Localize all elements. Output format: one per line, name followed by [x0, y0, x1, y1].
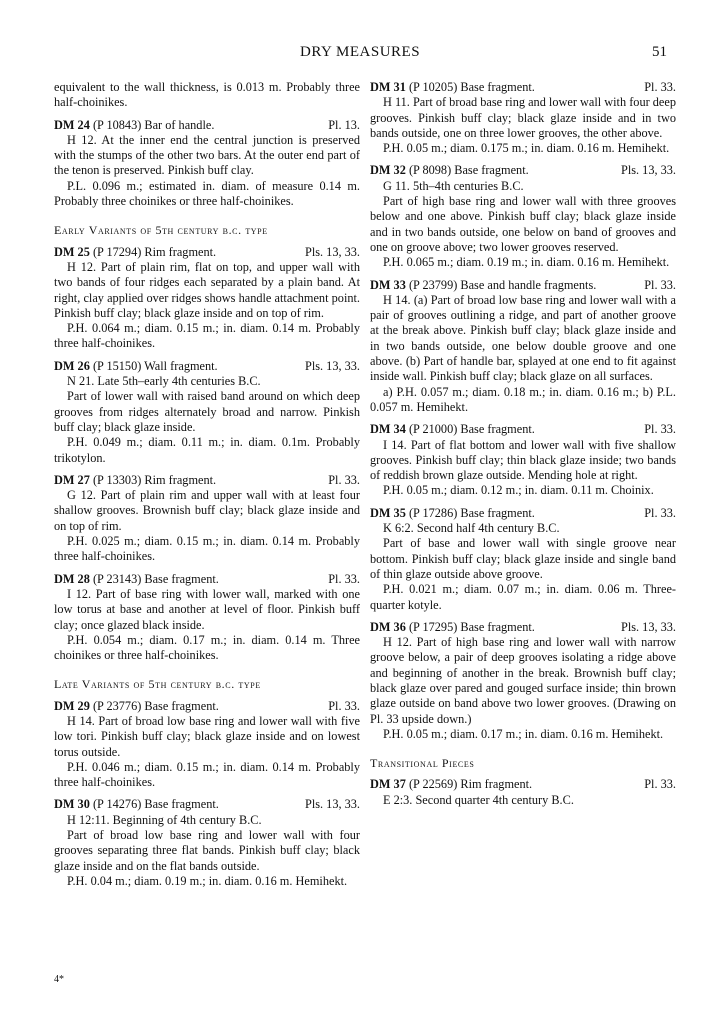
entry-heading-left	[54, 245, 216, 260]
entry-paragraph: P.H. 0.05 m.; diam. 0.17 m.; in. diam. 0.16 m. Hemihekt.	[383, 726, 664, 741]
catalogue-entry	[54, 359, 360, 466]
entry-heading	[54, 572, 360, 587]
entry-plates: Pl. 33.	[644, 777, 676, 792]
entry-heading-left	[54, 118, 214, 133]
entry-reference: (P 13303) Rim fragment.	[92, 472, 217, 487]
entry-reference: (P 17294) Rim fragment.	[92, 244, 217, 259]
entry-plates: Pl. 33.	[328, 571, 360, 586]
entry-plates: Pls. 13, 33.	[304, 797, 360, 812]
section-heading: Late Variants of 5th century b.c. type	[54, 677, 261, 692]
entry-heading	[54, 473, 360, 488]
entry-heading-left	[370, 422, 535, 437]
entry-heading	[370, 278, 676, 293]
entry-paragraph: H 11. Part of broad base ring and lower wall with four deep grooves. Pinkish buff clay; black glaze inside and in two bands outside, one on three lower grooves, the other above.	[370, 95, 676, 140]
entry-reference: (P 23143) Base fragment.	[92, 571, 219, 586]
right-column	[370, 80, 676, 815]
entry-reference: (P 23776) Base fragment.	[92, 698, 219, 713]
entry-reference: (P 14276) Base fragment.	[92, 797, 219, 812]
catalogue-entry	[54, 245, 360, 352]
left-column	[54, 80, 360, 896]
entry-heading-left	[370, 620, 535, 635]
entry-paragraph: P.H. 0.021 m.; diam. 0.07 m.; in. diam. 0.06 m. Three-quarter kotyle.	[370, 582, 676, 612]
entry-reference: (P 10205) Base fragment.	[408, 80, 535, 94]
entry-paragraph: Part of broad low base ring and lower wall with four grooves separating three flat bands. Pinkish buff clay; black glaze inside and on the flat bands outside.	[54, 828, 360, 873]
catalogue-entry	[54, 797, 360, 889]
catalogue-entry	[370, 620, 676, 742]
entry-plates: Pls. 13, 33.	[304, 244, 360, 259]
entry-heading	[370, 777, 676, 792]
entry-id: DM 29	[54, 698, 90, 713]
catalogue-entry	[370, 163, 676, 270]
catalogue-entry	[370, 80, 676, 156]
entry-heading	[370, 620, 676, 635]
entry-reference: (P 15150) Wall fragment.	[92, 358, 218, 373]
entry-reference: (P 17295) Base fragment.	[408, 619, 535, 634]
entry-plates: Pl. 33.	[328, 472, 360, 487]
entry-plates: Pls. 13, 33.	[304, 358, 360, 373]
entry-paragraph: H 12. At the inner end the central junction is preserved with the stumps of the other two bars. At the outer end part of the tenon is preserved. Pinkish buff clay.	[54, 132, 360, 178]
entry-heading-left	[54, 797, 219, 812]
entry-heading-left	[370, 506, 535, 521]
entry-id: DM 36	[370, 619, 406, 634]
entry-paragraph: P.H. 0.046 m.; diam. 0.15 m.; in. diam. 0.14 m. Probably three half-choinikes.	[54, 759, 360, 790]
entry-heading	[54, 118, 360, 133]
entry-plates: Pl. 33.	[328, 698, 360, 713]
entry-id: DM 26	[54, 358, 90, 373]
entry-paragraph: I 12. Part of base ring with lower wall, marked with one low torus at base and another at level of floor. Pinkish buff clay; once glazed black inside.	[54, 586, 360, 632]
entry-paragraph: P.H. 0.05 m.; diam. 0.12 m.; in. diam. 0.11 m. Choinix.	[383, 483, 654, 498]
entry-paragraph: G 12. Part of plain rim and upper wall with at least four shallow grooves. Brownish buff clay; black glaze inside and on top of rim.	[54, 488, 360, 533]
running-head: DRY MEASURES	[300, 44, 421, 60]
entry-heading-left	[54, 572, 219, 587]
entry-paragraph: N 21. Late 5th–early 4th centuries B.C.	[67, 374, 261, 389]
entry-paragraph: P.H. 0.054 m.; diam. 0.17 m.; in. diam. 0.14 m. Three choinikes or three half-choinikes.	[54, 632, 360, 663]
catalogue-entry	[54, 572, 360, 664]
entry-paragraph: P.H. 0.04 m.; diam. 0.19 m.; in. diam. 0.16 m. Hemihekt.	[67, 873, 348, 888]
entry-heading-left	[370, 278, 596, 293]
entry-heading	[54, 699, 360, 714]
entry-paragraph: P.H. 0.025 m.; diam. 0.15 m.; in. diam. 0.14 m. Probably three half-choinikes.	[54, 534, 360, 564]
entry-plates: Pl. 33.	[644, 277, 676, 292]
section-heading: Transitional Pieces	[370, 756, 475, 771]
entry-paragraph: Part of lower wall with raised band around on which deep grooves from ridges alternately broad and narrow. Pinkish buff clay; black glaze inside.	[54, 389, 360, 434]
catalogue-entry	[54, 699, 360, 791]
entry-paragraph: G 11. 5th–4th centuries B.C.	[383, 178, 524, 193]
entry-heading-left	[370, 80, 535, 95]
entry-heading-left	[54, 473, 216, 488]
entry-id: DM 33	[370, 277, 406, 292]
entry-reference: (P 21000) Base fragment.	[408, 422, 535, 437]
entry-paragraph: H 14. (a) Part of broad low base ring and lower wall with a pair of grooves outlining a ridge, and part of another groove at the break above. Pinkish buff clay; black glaze inside and in two bands outside, one below double groove and one above. (b) Part of handle bar, splayed at one end to fit against inside wall. Pinkish buff clay; black glaze on all surfaces.	[370, 292, 676, 384]
entry-paragraph: P.L. 0.096 m.; estimated in. diam. of measure 0.14 m. Probably three choinikes or three half-choinikes.	[54, 178, 360, 209]
entry-id: DM 37	[370, 777, 406, 792]
entry-reference: (P 23799) Base and handle fragments.	[408, 277, 597, 292]
signature-mark: 4*	[54, 974, 64, 985]
entry-id: DM 32	[370, 163, 406, 178]
entry-paragraph: Part of base and lower wall with single groove near bottom. Pinkish buff clay; black glaze inside and single band of thin glaze outside above groove.	[370, 536, 676, 581]
entry-reference: (P 10843) Bar of handle.	[92, 117, 215, 132]
entry-id: DM 24	[54, 117, 90, 132]
entry-id: DM 27	[54, 472, 90, 487]
entry-paragraph: E 2:3. Second quarter 4th century B.C.	[383, 792, 574, 807]
entry-heading-left	[54, 699, 219, 714]
entry-paragraph: Part of high base ring and lower wall with three grooves below and one above. Pinkish buff clay; black glaze inside and in two bands outside, one below on band of grooves and one on groove above; two lower grooves reserved.	[370, 194, 676, 254]
entry-id: DM 30	[54, 797, 90, 812]
entry-paragraph: P.H. 0.049 m.; diam. 0.11 m.; in. diam. 0.1m. Probably trikotylon.	[54, 435, 360, 465]
catalogue-entry	[54, 473, 360, 565]
entry-plates: Pl. 33.	[644, 505, 676, 520]
page-number: 51	[652, 44, 667, 60]
catalogue-entry	[370, 278, 676, 416]
entry-plates: Pls. 13, 33.	[620, 619, 676, 634]
entry-plates: Pl. 13.	[328, 117, 360, 132]
entry-id: DM 28	[54, 571, 90, 586]
entry-id: DM 34	[370, 422, 406, 437]
entry-heading	[370, 80, 676, 95]
entry-heading	[54, 245, 360, 260]
entry-paragraph: P.H. 0.065 m.; diam. 0.19 m.; in. diam. 0.16 m. Hemihekt.	[383, 255, 670, 270]
entry-heading	[54, 359, 360, 374]
entry-heading-left	[54, 359, 218, 374]
catalogue-entry	[370, 506, 676, 613]
entry-id: DM 25	[54, 244, 90, 259]
entry-heading-left	[370, 163, 529, 178]
entry-paragraph: a) P.H. 0.057 m.; diam. 0.18 m.; in. diam. 0.16 m.; b) P.L. 0.057 m. Hemihekt.	[370, 384, 676, 414]
entry-reference: (P 22569) Rim fragment.	[408, 777, 533, 792]
entry-reference: (P 17286) Base fragment.	[408, 505, 535, 520]
entry-paragraph: H 12. Part of plain rim, flat on top, and upper wall with two bands of four ridges each separated by a plain band. At right, clay applied over ridges shows handle attachment point. Pinkish buff clay; black glaze inside and on top of rim.	[54, 259, 360, 320]
entry-paragraph: H 12:11. Beginning of 4th century B.C.	[67, 812, 262, 827]
entry-paragraph: K 6:2. Second half 4th century B.C.	[383, 521, 560, 536]
entry-heading	[370, 506, 676, 521]
entry-paragraph: H 12. Part of high base ring and lower wall with narrow groove below, a pair of deep grooves isolating a ridge above and beginning of another in the break. Brownish buff clay; black glaze over pared and gouged surface inside; thin brown glaze outside on band above two lower grooves. (Drawing on Pl. 33 upside down.)	[370, 635, 676, 726]
entry-paragraph: P.H. 0.064 m.; diam. 0.15 m.; in. diam. 0.14 m. Probably three half-choinikes.	[54, 321, 360, 351]
catalogue-entry	[370, 422, 676, 498]
entry-heading	[54, 797, 360, 812]
entry-id: DM 35	[370, 505, 406, 520]
entry-plates: Pl. 33.	[644, 80, 676, 94]
entry-paragraph: H 14. Part of broad low base ring and lower wall with five low tori. Pinkish buff clay; black glaze inside and on lowest torus outside.	[54, 713, 360, 759]
entry-plates: Pl. 33.	[644, 422, 676, 437]
entry-heading	[370, 163, 676, 178]
entry-plates: Pls. 13, 33.	[620, 163, 676, 178]
entry-id: DM 31	[370, 80, 406, 94]
entry-paragraph: P.H. 0.05 m.; diam. 0.175 m.; in. diam. 0.16 m. Hemihekt.	[383, 141, 670, 156]
catalogue-entry	[370, 777, 676, 808]
entry-heading-left	[370, 777, 532, 792]
entry-heading	[370, 422, 676, 437]
section-heading: Early Variants of 5th century b.c. type	[54, 223, 268, 238]
catalogue-entry	[54, 118, 360, 210]
continued-paragraph: equivalent to the wall thickness, is 0.013 m. Probably three half-choinikes.	[54, 80, 360, 110]
entry-reference: (P 8098) Base fragment.	[408, 163, 529, 178]
entry-paragraph: I 14. Part of flat bottom and lower wall with five shallow grooves. Pinkish buff clay; thin black glaze inside; two bands of reddish brown glaze outside. Mending hole at right.	[370, 437, 676, 483]
